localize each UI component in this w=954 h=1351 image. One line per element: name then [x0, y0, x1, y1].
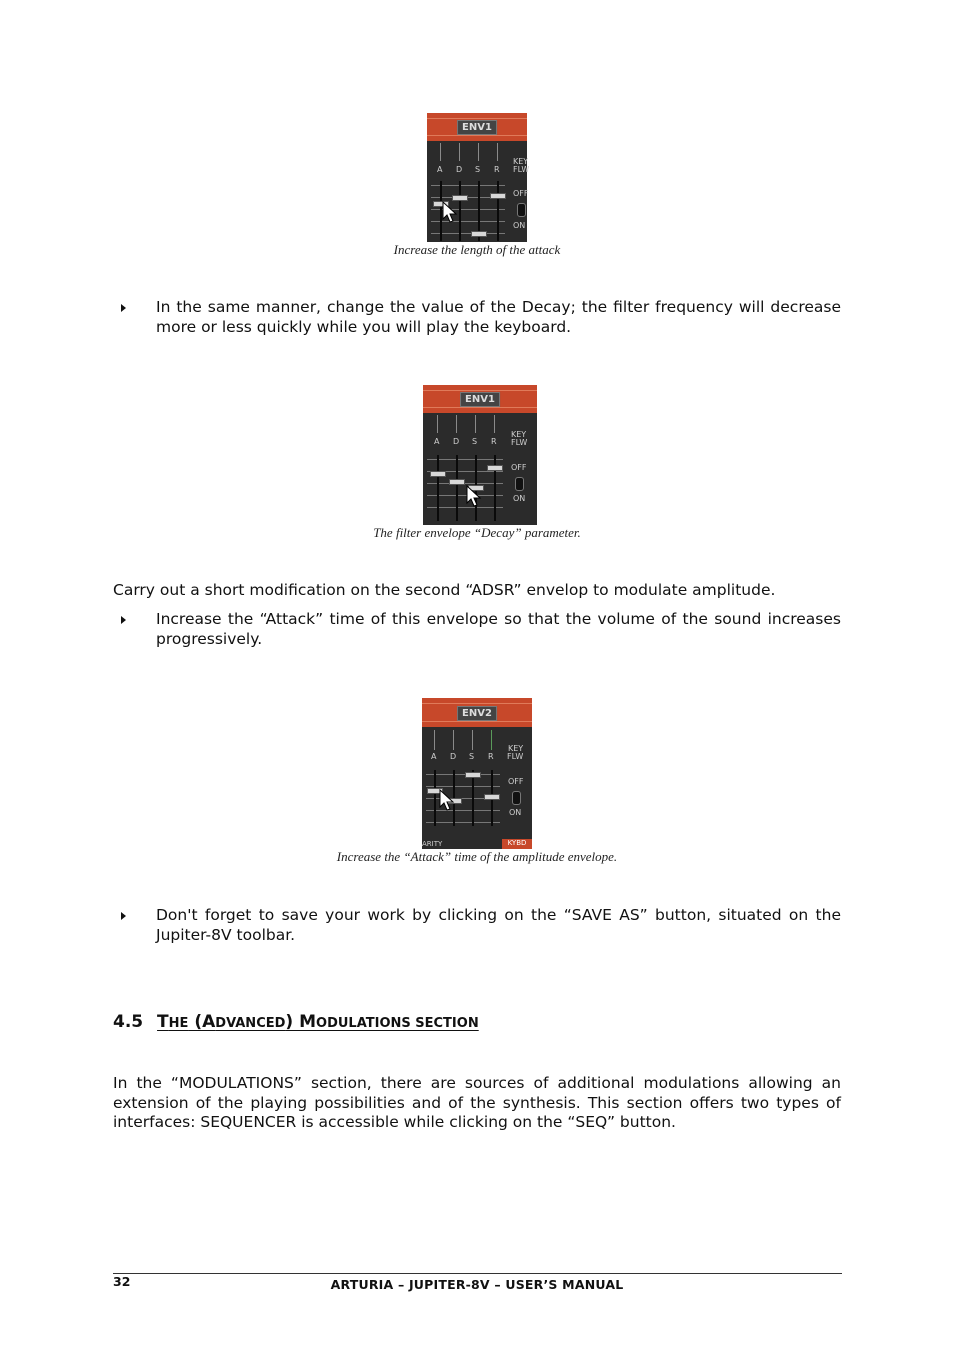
triangle-bullet-icon: [117, 299, 129, 317]
on-label: ON: [513, 494, 526, 503]
off-label: OFF: [508, 777, 524, 786]
mouse-pointer-icon: [439, 789, 455, 811]
bullet-text: Increase the “Attack” time of this envelope so that the volume of the sound increases progressively.: [156, 610, 841, 648]
env-label: ENV2: [457, 706, 497, 721]
bullet-item: [113, 906, 841, 946]
mouse-pointer-icon: [466, 485, 482, 507]
polarity-label: ARITY: [422, 840, 443, 848]
attack-letter: A: [437, 165, 443, 174]
triangle-bullet-icon: [117, 907, 129, 925]
flw-label: FLW: [507, 752, 524, 761]
key-label: KEY: [511, 430, 527, 439]
decay-letter: D: [453, 437, 460, 446]
bullet-item: [113, 298, 841, 338]
section-title: THE (ADVANCED) MODULATIONS SECTION: [157, 1012, 479, 1032]
key-follow-switch[interactable]: [512, 791, 521, 805]
bullet-text: In the same manner, change the value of the Decay; the filter frequency will decrease more or less quickly while you will play the keyboard.: [156, 298, 841, 336]
env1-decay-panel-image: [423, 385, 537, 525]
page-number: 32: [113, 1274, 131, 1289]
release-letter: R: [494, 165, 500, 174]
sustain-slider[interactable]: [465, 772, 481, 778]
key-follow-switch[interactable]: [517, 203, 526, 217]
release-slider[interactable]: [484, 794, 500, 800]
on-label: ON: [509, 808, 522, 817]
release-letter: R: [491, 437, 497, 446]
off-label: OFF: [513, 189, 529, 198]
flw-label: FLW: [511, 438, 528, 447]
mouse-pointer-icon: [442, 201, 458, 223]
attack-slider[interactable]: [430, 471, 446, 477]
modulations-paragraph: In the “MODULATIONS” section, there are sources of additional modulations allowing an extension of the playing possibilities and of the synthesis. This section offers two types of interfaces: SEQUENCER is accessible while clicking on the “SEQ” button.: [113, 1074, 841, 1131]
decay-letter: D: [450, 752, 457, 761]
env1-attack-panel-image: [427, 113, 530, 242]
section-number: 4.5: [113, 1012, 144, 1032]
footer-rule: [113, 1273, 842, 1274]
key-label: KEY: [508, 744, 524, 753]
bullet-text: Don't forget to save your work by clicking on the “SAVE AS” button, situated on the Jupiter-8V toolbar.: [156, 906, 841, 944]
decay-slider[interactable]: [449, 479, 465, 485]
key-label: KEY: [513, 157, 529, 166]
sustain-letter: S: [469, 752, 475, 761]
env-label: ENV1: [460, 392, 500, 407]
release-slider[interactable]: [487, 465, 503, 471]
figure-caption: Increase the “Attack” time of the amplitude envelope.: [336, 849, 618, 864]
sustain-slider[interactable]: [471, 231, 487, 237]
bullet-item: [113, 610, 841, 650]
release-slider[interactable]: [490, 193, 506, 199]
kybd-label: KYBD: [502, 839, 532, 849]
footer-title: ARTURIA – JUPITER-8V – USER’S MANUAL: [330, 1277, 624, 1292]
flw-label: FLW: [513, 165, 530, 174]
figure-caption: The filter envelope “Decay” parameter.: [373, 525, 581, 540]
env2-attack-panel-image: [422, 698, 532, 849]
env-label: ENV1: [457, 120, 497, 135]
decay-letter: D: [456, 165, 463, 174]
triangle-bullet-icon: [117, 611, 129, 629]
sustain-letter: S: [475, 165, 481, 174]
section-heading: [113, 1012, 479, 1032]
key-follow-switch[interactable]: [515, 477, 524, 491]
adsr-intro-paragraph: Carry out a short modification on the second “ADSR” envelop to modulate amplitude.: [113, 581, 776, 599]
off-label: OFF: [511, 463, 527, 472]
figure-caption: Increase the length of the attack: [393, 242, 561, 257]
attack-letter: A: [434, 437, 440, 446]
on-label: ON: [513, 221, 526, 230]
sustain-letter: S: [472, 437, 478, 446]
release-letter: R: [488, 752, 494, 761]
attack-letter: A: [431, 752, 437, 761]
